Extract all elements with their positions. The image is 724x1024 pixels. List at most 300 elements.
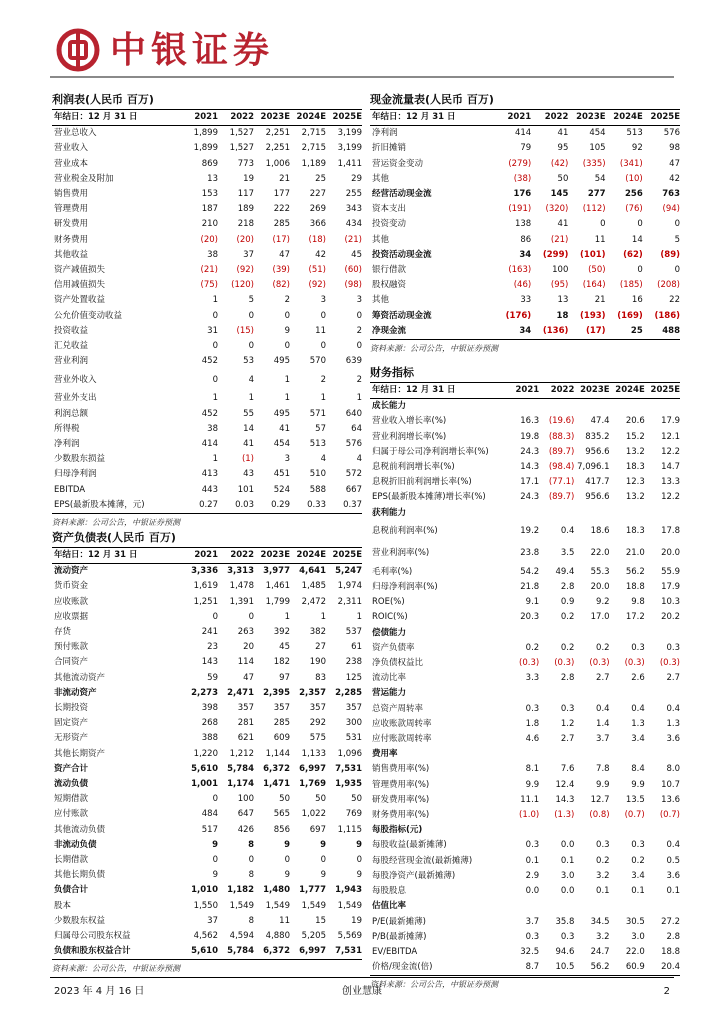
cell-value: 0.37 xyxy=(343,499,362,510)
cell-value: 0.3 xyxy=(525,703,540,714)
cell-value: 24.3 xyxy=(520,492,540,503)
cell-value: (0.3) xyxy=(624,658,645,669)
row-label: 流动负债 xyxy=(54,779,89,790)
table-row xyxy=(52,309,362,324)
cell-value: 2,251 xyxy=(265,128,290,139)
row-label: 营业利润 xyxy=(54,356,89,367)
cell-value: 0.1 xyxy=(560,855,575,866)
cell-value: 5 xyxy=(248,295,254,306)
row-label: 应付账款 xyxy=(54,809,89,820)
cell-value: (95) xyxy=(550,280,569,291)
table-row xyxy=(370,945,680,960)
cell-value: 38 xyxy=(207,249,218,260)
row-label: 其他流动负债 xyxy=(54,824,106,835)
row-label: 经营活动现金流 xyxy=(372,189,432,200)
cell-value: 79 xyxy=(520,143,532,154)
cell-value: 1 xyxy=(212,454,218,465)
cell-value: 3 xyxy=(284,454,290,465)
row-label: EPS(最新股本摊薄)增长率(%) xyxy=(372,492,486,503)
cell-value: 54 xyxy=(594,173,606,184)
table-row xyxy=(52,391,362,406)
year-header: 2024E xyxy=(296,550,326,560)
cell-value: (15) xyxy=(236,325,254,336)
cell-value: 292 xyxy=(309,718,326,729)
cell-value: 100 xyxy=(237,794,254,805)
row-label: 获利能力 xyxy=(372,507,407,518)
row-label: 银行借款 xyxy=(372,265,407,276)
cell-value: (21) xyxy=(200,265,218,276)
table-row xyxy=(370,762,680,777)
cell-value: 7,531 xyxy=(335,763,362,774)
cell-value: 1,174 xyxy=(227,779,254,790)
cell-value: 17.9 xyxy=(661,416,680,427)
row-label: 应收票据 xyxy=(54,611,89,622)
cell-value xyxy=(504,823,539,838)
row-label: 筹资活动现金流 xyxy=(372,310,432,321)
cell-value: (0.3) xyxy=(554,658,575,669)
cell-value: 0 xyxy=(320,855,326,866)
table-row xyxy=(370,521,680,543)
cell-value: 0 xyxy=(284,310,290,321)
cell-value: 537 xyxy=(345,627,362,638)
cell-value: (88.3) xyxy=(548,431,575,442)
cell-value: 97 xyxy=(279,672,290,683)
cell-value: 47 xyxy=(669,158,680,169)
balance-sheet-title: 资产负债表(人民币 百万) xyxy=(52,528,362,548)
cell-value: 1,769 xyxy=(299,779,326,790)
cell-value: 12.2 xyxy=(661,492,680,503)
cell-value: 4.6 xyxy=(525,734,540,745)
row-label: 管理费用 xyxy=(54,204,89,215)
cell-value: 647 xyxy=(237,809,254,820)
table-row xyxy=(52,498,362,513)
row-label: P/E(最新摊薄) xyxy=(372,916,426,927)
cell-value: (82) xyxy=(272,280,290,291)
cell-value xyxy=(574,747,609,762)
cell-value: 0.3 xyxy=(560,931,575,942)
cell-value: 392 xyxy=(273,627,290,638)
row-label: 营业税金及附加 xyxy=(54,173,114,184)
cell-value: (136) xyxy=(542,325,569,336)
cell-value: 10.5 xyxy=(555,962,575,973)
cell-value: 609 xyxy=(273,733,290,744)
cell-value: 2,715 xyxy=(301,128,326,139)
row-label: 短期借款 xyxy=(54,794,89,805)
cell-value: 1,485 xyxy=(301,581,326,592)
cell-value: (10) xyxy=(625,173,643,184)
row-label: 投资收益 xyxy=(54,325,89,336)
cell-value: (120) xyxy=(231,280,254,291)
cell-value: 7,531 xyxy=(335,946,362,957)
cell-value: (0.7) xyxy=(659,810,680,821)
cell-value: 1,527 xyxy=(229,143,254,154)
table-row xyxy=(52,762,362,777)
row-label: 负债和股东权益合计 xyxy=(54,946,131,957)
year-header: 2021 xyxy=(515,385,540,395)
cell-value: 0.0 xyxy=(525,886,540,897)
cell-value xyxy=(539,506,574,521)
cell-value xyxy=(539,823,574,838)
cell-value: 20.0 xyxy=(590,582,610,593)
cell-value: 3,199 xyxy=(337,128,362,139)
cell-value: 413 xyxy=(201,469,218,480)
table-row xyxy=(370,793,680,808)
cell-value: 571 xyxy=(309,408,326,419)
cell-value: 21 xyxy=(594,295,606,306)
cell-value: 21.8 xyxy=(520,582,540,593)
cell-value: 45 xyxy=(351,249,362,260)
row-label: 价格/现金流(倍) xyxy=(372,962,433,973)
cell-value: 45 xyxy=(279,642,290,653)
cell-value: 0.29 xyxy=(271,499,290,510)
cell-value: 697 xyxy=(309,824,326,835)
cell-value: 9.9 xyxy=(631,779,645,790)
cell-value: 18 xyxy=(556,310,569,321)
row-label: 研发费用 xyxy=(54,219,89,230)
cell-value: 1,010 xyxy=(191,885,218,896)
cell-value: 517 xyxy=(201,824,218,835)
cell-value: 138 xyxy=(514,219,532,230)
cell-value: 285 xyxy=(273,219,290,230)
cell-value: 4 xyxy=(248,374,254,385)
cell-value: 0.3 xyxy=(631,840,645,851)
cell-value: 640 xyxy=(345,408,362,419)
cell-value: 3.0 xyxy=(560,870,575,881)
table-row xyxy=(52,579,362,594)
row-label: ROIC(%) xyxy=(372,612,408,623)
cell-value: 773 xyxy=(237,158,254,169)
cell-value xyxy=(610,747,645,762)
cell-value: 12.1 xyxy=(661,431,680,442)
cell-value: 189 xyxy=(237,204,254,215)
row-label: 每股净资产(最新摊薄) xyxy=(372,870,456,881)
cell-value: 0 xyxy=(320,341,326,352)
cell-value: (19.6) xyxy=(548,416,575,427)
source-note: 资料来源：公司公告，中银证券预测 xyxy=(52,513,362,531)
table-row xyxy=(370,399,680,415)
page-footer xyxy=(50,977,674,1007)
table-row xyxy=(52,157,362,172)
cell-value: 1,006 xyxy=(265,158,290,169)
cell-value: (164) xyxy=(582,280,606,291)
table-header-label: 年结日：12 月 31 日 xyxy=(54,112,138,122)
cell-value: 5,247 xyxy=(335,566,362,577)
table-row xyxy=(370,309,680,324)
cell-value: 451 xyxy=(273,469,290,480)
cell-value: 3,313 xyxy=(227,566,254,577)
cell-value: 42 xyxy=(315,249,326,260)
table-row xyxy=(52,126,362,142)
cell-value: 2.8 xyxy=(560,673,575,684)
cell-value: 4 xyxy=(320,454,326,465)
table-row xyxy=(370,445,680,460)
cell-value: 10.3 xyxy=(661,597,680,608)
cell-value xyxy=(539,626,574,641)
table-row xyxy=(52,823,362,838)
cell-value: 37 xyxy=(243,249,254,260)
cell-value: 1,777 xyxy=(299,885,326,896)
cell-value: 639 xyxy=(345,356,362,367)
cell-value: 37 xyxy=(207,915,218,926)
table-row xyxy=(52,838,362,853)
cell-value: 10.7 xyxy=(661,779,680,790)
source-note: 资料来源：公司公告，中银证券预测 xyxy=(370,975,680,993)
cell-value: (186) xyxy=(654,310,680,321)
row-label: 无形资产 xyxy=(54,733,89,744)
cell-value: 241 xyxy=(201,627,218,638)
cell-value: 2,395 xyxy=(263,687,290,698)
cell-value: 3.7 xyxy=(525,916,540,927)
cell-value: 125 xyxy=(345,672,362,683)
cell-value: 55 xyxy=(243,408,254,419)
cell-value: 769 xyxy=(345,809,362,820)
cell-value: 1 xyxy=(212,393,218,404)
cell-value: 47.4 xyxy=(590,416,610,427)
cell-value: 357 xyxy=(309,703,326,714)
cell-value: 4 xyxy=(356,454,362,465)
cell-value: (20) xyxy=(200,234,218,245)
cell-value: (42) xyxy=(550,158,569,169)
row-label: 财务费用率(%) xyxy=(372,810,430,821)
cell-value: 9.9 xyxy=(596,779,610,790)
cell-value: 3,199 xyxy=(337,143,362,154)
row-label: 其他收益 xyxy=(54,249,89,260)
cell-value: 1,943 xyxy=(335,885,362,896)
cell-value: 7.8 xyxy=(596,764,610,775)
cell-value: 0.27 xyxy=(199,499,218,510)
cell-value: 1,527 xyxy=(229,128,254,139)
cell-value: 1 xyxy=(284,393,290,404)
financial-ratios-table xyxy=(370,383,680,975)
cell-value: (101) xyxy=(580,249,606,260)
table-row xyxy=(52,807,362,822)
table-row xyxy=(370,506,680,521)
row-label: 归母净利润率(%) xyxy=(372,582,438,593)
cell-value: 20.2 xyxy=(661,612,680,623)
row-label: 费用率 xyxy=(372,749,398,760)
cell-value: 414 xyxy=(514,128,532,139)
cell-value xyxy=(574,823,609,838)
table-row xyxy=(52,655,362,670)
cell-value xyxy=(504,506,539,521)
row-label: 应收账款周转率 xyxy=(372,718,432,729)
cell-value: 12.2 xyxy=(661,446,680,457)
row-label: 毛利率(%) xyxy=(372,566,413,577)
cell-value: 9 xyxy=(212,839,218,850)
cell-value: 0 xyxy=(356,855,362,866)
cell-value: 0 xyxy=(284,341,290,352)
cell-value: 9 xyxy=(284,325,290,336)
table-row xyxy=(370,823,680,838)
row-label: 存货 xyxy=(54,627,72,638)
row-label: 销售费用 xyxy=(54,189,89,200)
cell-value: (39) xyxy=(272,265,290,276)
cell-value: 17.8 xyxy=(661,526,680,537)
cashflow-title: 现金流量表(人民币 百万) xyxy=(370,90,680,110)
table-row xyxy=(370,808,680,823)
cell-value: (0.8) xyxy=(589,810,610,821)
table-row xyxy=(370,293,680,308)
cell-value: 9 xyxy=(284,870,290,881)
table-row xyxy=(370,202,680,217)
table-row xyxy=(370,126,680,142)
table-row xyxy=(52,217,362,232)
cell-value: 382 xyxy=(309,627,326,638)
cell-value xyxy=(539,686,574,701)
cell-value: 43 xyxy=(243,469,254,480)
cell-value: 1 xyxy=(284,374,290,385)
cell-value: 2,311 xyxy=(337,596,362,607)
table-row xyxy=(52,625,362,640)
row-label: 应收账款 xyxy=(54,596,89,607)
table-row xyxy=(370,580,680,595)
year-header: 2022 xyxy=(544,112,569,122)
cell-value xyxy=(574,899,609,914)
table-row xyxy=(52,564,362,580)
cell-value: 95 xyxy=(557,143,569,154)
cell-value: 0 xyxy=(212,341,218,352)
table-row xyxy=(52,278,362,293)
cell-value: 238 xyxy=(345,657,362,668)
table-row xyxy=(52,792,362,807)
cell-value: (341) xyxy=(619,158,643,169)
table-row xyxy=(52,452,362,467)
cell-value: 8 xyxy=(248,839,254,850)
cell-value: 0.2 xyxy=(596,855,610,866)
cell-value: 55.9 xyxy=(661,566,680,577)
cell-value: 29 xyxy=(351,173,362,184)
row-label: 归属于母公司净利润增长率(%) xyxy=(372,446,489,457)
cell-value xyxy=(645,823,680,838)
cell-value: 19 xyxy=(351,915,362,926)
balance-sheet-section xyxy=(52,528,362,977)
cell-value: 1,182 xyxy=(227,885,254,896)
table-row xyxy=(52,853,362,868)
cell-value: 53 xyxy=(243,356,254,367)
cell-value: 98 xyxy=(669,143,680,154)
cell-value: 30.5 xyxy=(625,916,645,927)
cell-value: 3.5 xyxy=(560,548,575,559)
table-row xyxy=(370,278,680,293)
cell-value: 6,372 xyxy=(263,763,290,774)
cell-value: 101 xyxy=(237,484,254,495)
cell-value: 8 xyxy=(248,915,254,926)
cell-value: 187 xyxy=(201,204,218,215)
row-label: 其他 xyxy=(372,295,390,306)
cell-value: 0 xyxy=(320,310,326,321)
cell-value: 218 xyxy=(237,219,254,230)
table-row xyxy=(52,422,362,437)
cell-value: 2,715 xyxy=(301,143,326,154)
cell-value: 2,472 xyxy=(301,596,326,607)
year-header: 2023E xyxy=(580,385,610,395)
row-label: 流动资产 xyxy=(54,566,89,577)
year-header: 2022 xyxy=(230,112,254,122)
cell-value: 0.4 xyxy=(631,703,645,714)
cell-value: 0.3 xyxy=(525,931,540,942)
footer-company: 创业慧康 xyxy=(342,986,382,997)
cell-value: 3.4 xyxy=(631,734,645,745)
cell-value: 13.2 xyxy=(625,492,645,503)
cell-value: 11 xyxy=(315,325,326,336)
cell-value: 2 xyxy=(320,374,326,385)
page-number: 2 xyxy=(663,986,670,997)
year-header: 2025E xyxy=(650,385,680,395)
table-row xyxy=(370,686,680,701)
cell-value: 1,251 xyxy=(193,596,218,607)
cell-value xyxy=(574,506,609,521)
cell-value: 2,471 xyxy=(227,687,254,698)
cell-value: 1.2 xyxy=(560,718,575,729)
row-label: 营业成本 xyxy=(54,158,89,169)
table-row xyxy=(370,884,680,899)
table-row xyxy=(370,626,680,641)
cell-value: 575 xyxy=(309,733,326,744)
cell-value: 7.6 xyxy=(560,764,575,775)
cell-value: 1,549 xyxy=(229,900,254,911)
year-header: 2022 xyxy=(550,385,575,395)
cell-value: 0 xyxy=(248,310,254,321)
row-label: 少数股东权益 xyxy=(54,915,106,926)
cell-value: 1,478 xyxy=(229,581,254,592)
cell-value xyxy=(610,823,645,838)
cell-value: 42 xyxy=(669,173,680,184)
cell-value: 1.3 xyxy=(666,718,680,729)
table-row xyxy=(370,930,680,945)
cell-value: 8 xyxy=(248,870,254,881)
cell-value: 763 xyxy=(662,189,680,200)
cell-value: 20.4 xyxy=(661,962,680,973)
cell-value: 0.33 xyxy=(307,499,326,510)
cell-value: 414 xyxy=(201,439,218,450)
cell-value: 0 xyxy=(248,855,254,866)
cell-value: 0 xyxy=(248,611,254,622)
table-row xyxy=(370,656,680,671)
cell-value: 2.7 xyxy=(596,673,610,684)
cell-value: 117 xyxy=(237,189,254,200)
cell-value: (335) xyxy=(582,158,606,169)
cell-value: 417.7 xyxy=(585,477,610,488)
cell-value: 5,610 xyxy=(191,763,218,774)
cell-value: 17.2 xyxy=(625,612,645,623)
cell-value: 35.8 xyxy=(555,916,575,927)
cell-value: 576 xyxy=(663,128,680,139)
cell-value: 1,471 xyxy=(263,779,290,790)
cell-value xyxy=(504,399,539,415)
table-row xyxy=(52,407,362,422)
cell-value: 1 xyxy=(320,611,326,622)
table-row xyxy=(52,868,362,883)
cell-value: 281 xyxy=(237,718,254,729)
row-label: 每股股息 xyxy=(372,886,407,897)
row-label: 财务费用 xyxy=(54,234,89,245)
row-label: 归属母公司股东权益 xyxy=(54,931,131,942)
source-note: 资料来源：公司公告，中银证券预测 xyxy=(370,339,680,357)
cell-value: 222 xyxy=(273,204,290,215)
cell-value: 572 xyxy=(345,469,362,480)
cell-value: 513 xyxy=(626,128,643,139)
cell-value: 524 xyxy=(273,484,290,495)
cell-value: 0 xyxy=(674,265,680,276)
cell-value: 3.6 xyxy=(666,734,680,745)
cell-value: 20 xyxy=(243,642,254,653)
cell-value: 21.0 xyxy=(625,548,645,559)
table-row xyxy=(370,778,680,793)
cell-value: 57 xyxy=(315,423,326,434)
cell-value: 0.1 xyxy=(666,886,680,897)
cell-value: 9 xyxy=(356,839,362,850)
cell-value: 143 xyxy=(201,657,218,668)
